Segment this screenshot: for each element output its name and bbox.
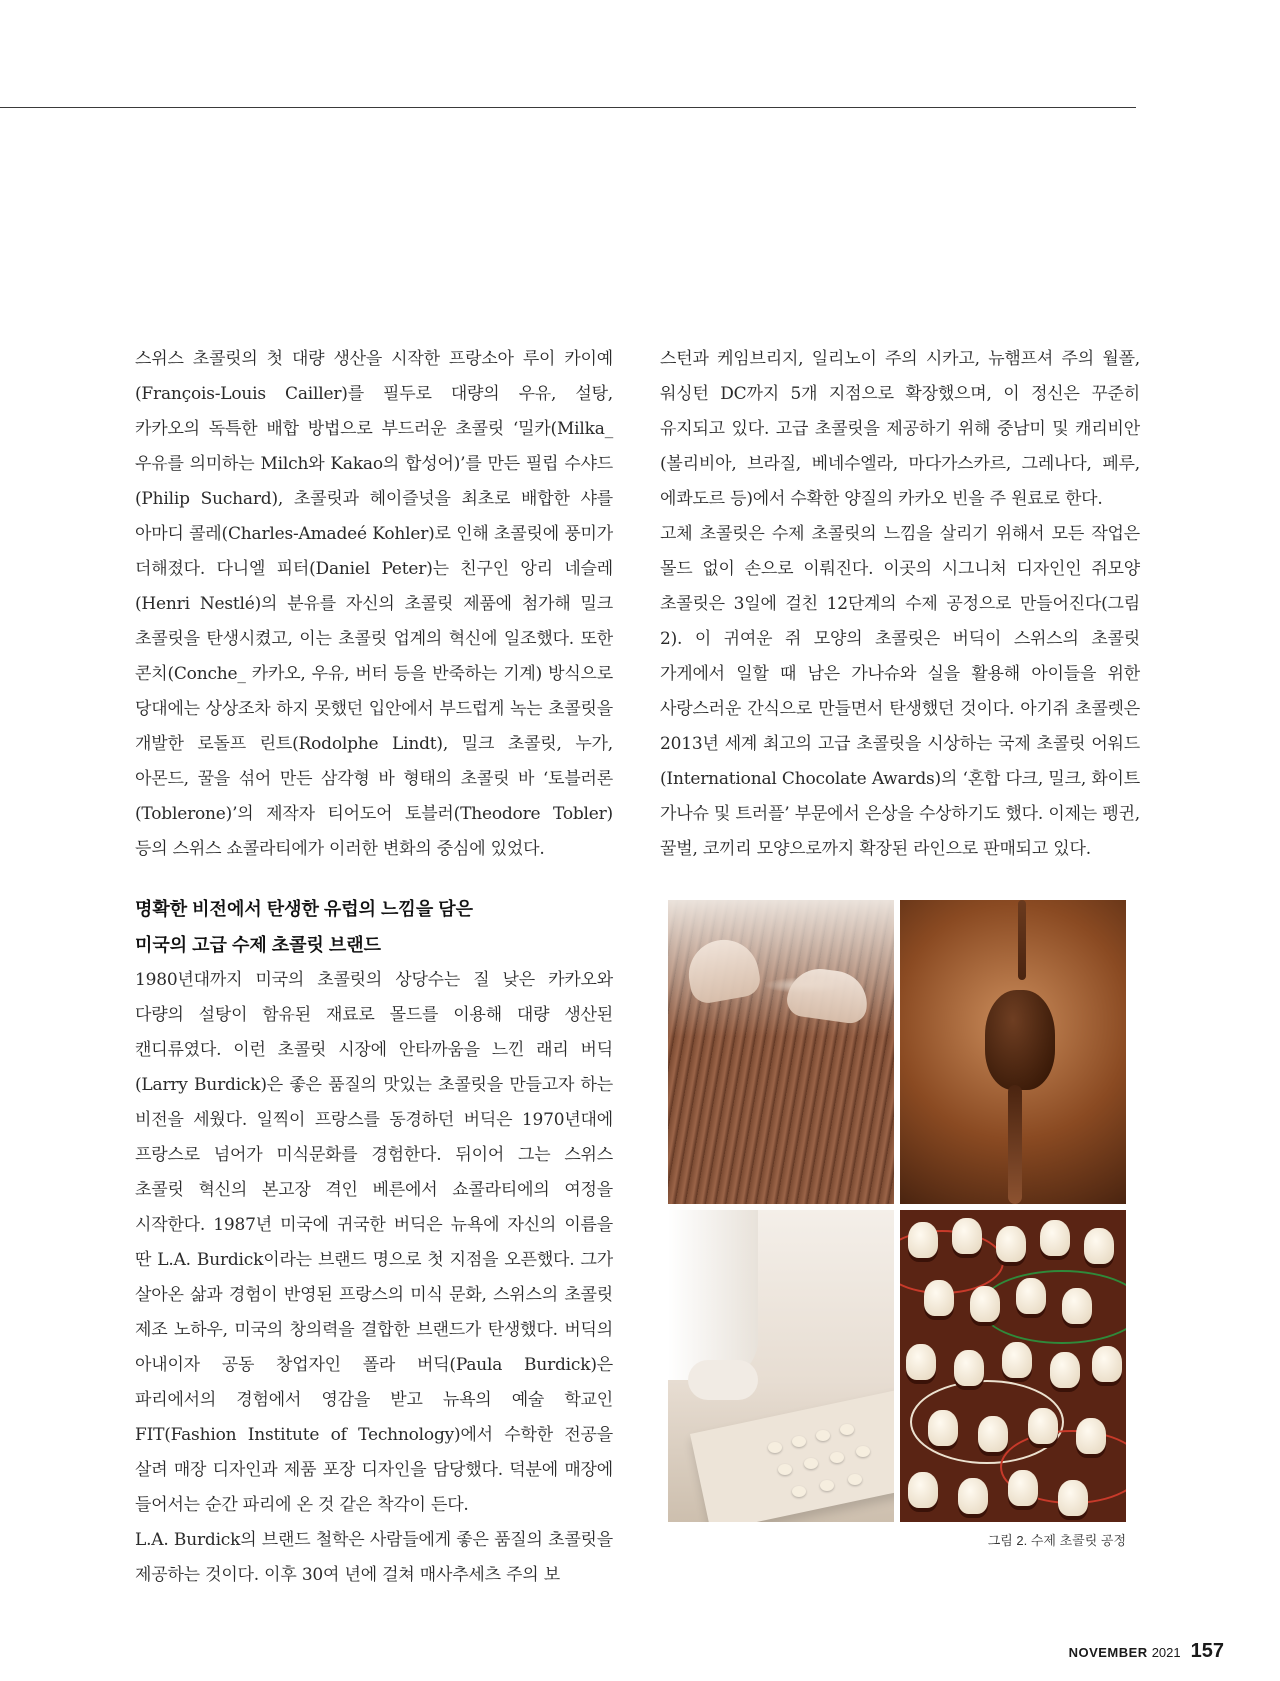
section-heading-line-2: 미국의 고급 수제 초콜릿 브랜드 — [135, 935, 382, 955]
page-footer — [1069, 1640, 1224, 1663]
white-chocolate-piece — [848, 1474, 862, 1485]
footer-month: NOVEMBER — [1068, 1645, 1148, 1660]
body-paragraph-1: 1980년대까지 미국의 초콜릿의 상당수는 질 낮은 카카오와 다량의 설탕이 함유된 재료로 몰드를 이용해 대량 생산된 캔디류였다. 이런 초콜릿 시장에 안타까움을 느낀 래리 버딕(Larry Burdick)은 좋은 품질의 맛있는 초콜릿을 만들고자 하는 비전을 세웠다. 일찍이 프랑스를 동경하던 버딕은 1970년대에 프랑스로 넘어가 미식문화를 경험한다. 뒤이어 그는 스위스 초콜릿 혁신의 본고장 격인 베른에서 쇼콜라티에의 여정을 시작한다. 1987년 미국에 귀국한 버딕은 뉴욕에 자신의 이름을 딴 L.A. Burdick이라는 브랜드 명으로 첫 지점을 오픈했다. 그가 살아온 삶과 경험이 반영된 프랑스의 미식 문화, 스위스의 초콜릿 제조 노하우, 미국의 창의력을 결합한 브랜드가 탄생했다. 버딕의 아내이자 공동 창업자인 폴라 버딕(Paula Burdick)은 파리에서의 경험에서 영감을 받고 뉴욕의 예술 학교인 FIT(Fashion Institute of Technology)에서 수학한 전공을 살려 매장 디자인과 제품 포장 디자인을 담당했다. 덕분에 매장에 들어서는 순간 파리에 온 것 같은 착각이 든다. — [135, 970, 613, 1515]
section-heading-block — [135, 891, 613, 963]
white-chocolate-piece — [840, 1424, 854, 1435]
photo-white-chocolate-mice-with-ribbons — [900, 1210, 1126, 1522]
header-rule — [0, 107, 1136, 108]
white-mouse — [906, 1344, 936, 1380]
green-ribbon — [980, 1270, 1126, 1344]
white-chocolate-piece — [804, 1458, 818, 1469]
white-chocolate-piece — [768, 1442, 782, 1453]
white-mouse — [1076, 1418, 1106, 1454]
white-mouse — [1008, 1470, 1038, 1506]
white-mouse — [1084, 1228, 1114, 1264]
white-mouse — [1062, 1288, 1092, 1324]
section-heading-line-1: 명확한 비전에서 탄생한 유럽의 느낌을 담은 — [135, 899, 473, 919]
photo-hands-shaping-chocolates — [668, 900, 894, 1204]
white-mouse — [996, 1226, 1026, 1262]
white-chocolate-piece — [778, 1464, 792, 1475]
white-chocolate-piece — [820, 1480, 834, 1491]
white-mouse — [1028, 1408, 1058, 1444]
white-chocolate-piece — [792, 1436, 806, 1447]
figure-caption: 그림 2. 수제 초콜릿 공정 — [987, 1533, 1126, 1548]
right-paragraph-1: 스턴과 케임브리지, 일리노이 주의 시카고, 뉴햄프셔 주의 월폴, 워싱턴 DC까지 5개 지점으로 확장했으며, 이 정신은 꾸준히 유지되고 있다. 고급 초콜릿을 제공하기 위해 중남미 및 캐리비안(볼리비아, 브라질, 베네수엘라, 마다가스카르, 그레나다, 페루, 에콰도르 등)에서 수확한 양질의 카카오 빈을 주 원료로 한다. — [660, 349, 1140, 509]
white-mouse — [1002, 1342, 1032, 1378]
white-chocolate-piece — [830, 1452, 844, 1463]
white-mouse — [908, 1472, 938, 1508]
white-chocolate-piece — [856, 1446, 870, 1457]
white-mouse — [954, 1350, 984, 1386]
white-mouse — [928, 1410, 958, 1446]
right-column — [660, 342, 1140, 867]
white-mouse — [908, 1222, 938, 1258]
chocolate-drip — [1008, 1085, 1022, 1204]
white-mouse — [978, 1416, 1008, 1452]
white-mouse — [1040, 1220, 1070, 1256]
intro-paragraph: 스위스 초콜릿의 첫 대량 생산을 시작한 프랑소아 루이 카이예(François-Louis Cailler)를 필두로 대량의 우유, 설탕, 카카오의 독특한 배합 방법으로 부드러운 초콜릿 ‘밀카(Milka_우유를 의미하는 Milch와 Kakao의 합성어)’를 만든 필립 수샤드(Philip Suchard), 초콜릿과 헤이즐넛을 최초로 배합한 샤를 아마디 콜레(Charles-Amadeé Kohler)로 인해 초콜릿에 풍미가 더해졌다. 다니엘 피터(Daniel Peter)는 친구인 앙리 네슬레(Henri Nestlé)의 분유를 자신의 초콜릿 제품에 첨가해 밀크 초콜릿을 탄생시켰고, 이는 초콜릿 업계의 혁신에 일조했다. 또한 콘치(Conche_ 카카오, 우유, 버터 등을 반죽하는 기계) 방식으로 당대에는 상상조차 하지 못했던 입안에서 부드럽게 녹는 초콜릿을 개발한 로돌프 린트(Rodolphe Lindt), 밀크 초콜릿, 누가, 아몬드, 꿀을 섞어 만든 삼각형 바 형태의 초콜릿 바 ‘토블러론(Toblerone)’의 제작자 티어도어 토블러(Theodore Tobler) 등의 스위스 쇼콜라티에가 이러한 변화의 중심에 있었다. — [135, 349, 613, 859]
white-mouse — [958, 1478, 988, 1514]
white-chocolate-piece — [816, 1430, 830, 1441]
photo-tray-of-white-mice — [668, 1210, 894, 1522]
dipping-thread — [1018, 900, 1026, 980]
white-mouse — [1058, 1480, 1088, 1516]
footer-year: 2021 — [1151, 1645, 1181, 1660]
left-column — [135, 342, 613, 1593]
right-paragraph-2: 고체 초콜릿은 수제 초콜릿의 느낌을 살리기 위해서 모든 작업은 몰드 없이 손으로 이뤄진다. 이곳의 시그니처 디자인인 쥐모양 초콜릿은 3일에 걸친 12단계의 수제 공정으로 만들어진다(그림 2). 이 귀여운 쥐 모양의 초콜릿은 버딕이 스위스의 초콜릿 가게에서 일할 때 남은 가나슈와 실을 활용해 아이들을 위한 사랑스러운 간식으로 만들면서 탄생했던 것이다. 아기쥐 초콜렛은 2013년 세계 최고의 고급 초콜릿을 시상하는 국제 초콜릿 어워드(International Chocolate Awards)의 ‘혼합 다크, 밀크, 화이트 가나슈 및 트러플’ 부문에서 은상을 수상하기도 했다. 이제는 펭귄, 꿀벌, 코끼리 모양으로까지 확장된 라인으로 판매되고 있다. — [660, 524, 1140, 859]
white-mouse — [1092, 1346, 1122, 1382]
white-mouse — [924, 1280, 954, 1316]
body-paragraph-2: L.A. Burdick의 브랜드 철학은 사람들에게 좋은 품질의 초콜릿을 제공하는 것이다. 이후 30여 년에 걸쳐 매사추세츠 주의 보 — [135, 1530, 613, 1585]
photo-chocolate-mouse-dipping — [900, 900, 1126, 1204]
chef-arm — [668, 1210, 758, 1380]
gloved-hand — [688, 1360, 758, 1400]
page-number: 157 — [1190, 1640, 1224, 1662]
white-mouse — [952, 1218, 982, 1254]
chocolate-mouse — [985, 990, 1055, 1090]
white-mouse — [1016, 1278, 1046, 1314]
white-mouse — [1050, 1352, 1080, 1388]
white-chocolate-piece — [792, 1486, 806, 1497]
white-mouse — [970, 1286, 1000, 1322]
